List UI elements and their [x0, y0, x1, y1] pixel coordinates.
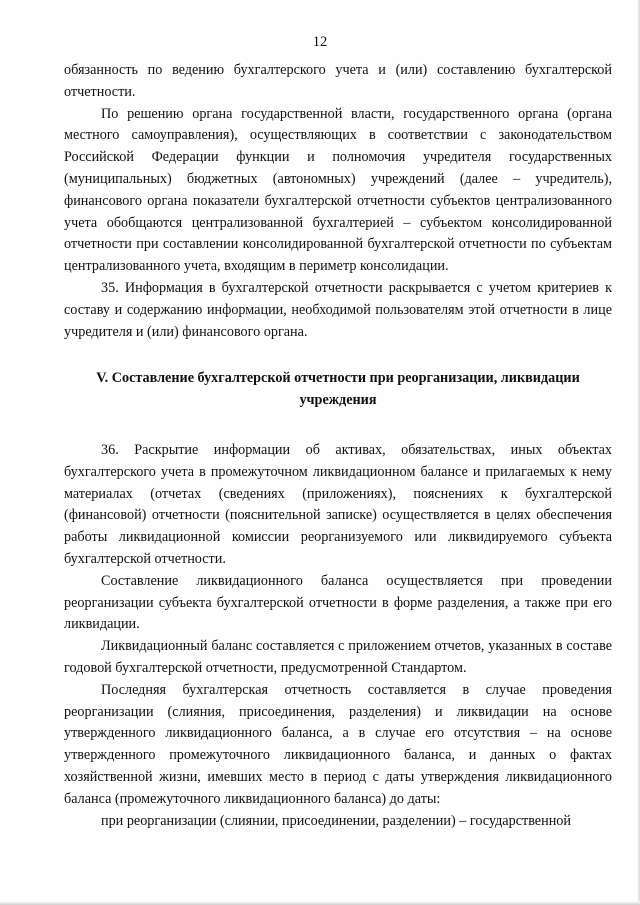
paragraph-final-reporting: Последняя бухгалтерская отчетность составляется в случае проведения реорганизации (слияния, присоединения, разделения) и ликвидации на основе утвержденного ликвидационного баланса, а в случае его отсутствия – на основе утвержденного промежуточного ликвидационного баланса, и данных о фактах хозяйственной жизни, имевших место в период с даты утверждения ликвидационного баланса (промежуточного ликвидационного баланса) до даты:	[64, 681, 612, 807]
paragraph-liquidation-attachments: Ликвидационный баланс составляется с приложением отчетов, указанных в составе годовой бухгалтерской отчетности, предусмотренной Стандартом.	[64, 638, 612, 676]
scan-edge-bottom	[0, 901, 640, 905]
section-heading: V. Составление бухгалтерской отчетности при реорганизации, ликвидации учреждения	[96, 370, 580, 409]
document-body	[64, 60, 612, 832]
paragraph-36: 36. Раскрытие информации об активах, обязательствах, иных объектах бухгалтерского учета в промежуточном ликвидационном балансе и прилагаемых к нему материалах (отчетах (сведениях (приложениях), пояснениях к бухгалтерской (финансовой) отчетности (пояснительной записке) осуществляется в целях обеспечения работы ликвидационной комиссии реорганизуемого или ликвидируемого субъекта бухгалтерской отчетности.	[64, 441, 612, 567]
page-number: 12	[312, 34, 328, 50]
paragraph-central-accounting: По решению органа государственной власти, государственного органа (органа местного самоуправления), осуществляющих в соответствии с законодательством Российской Федерации функции и полномочия учредителя государственных (муниципальных) бюджетных (автономных) учреждений (далее – учредитель), финансового органа показатели бухгалтерской отчетности субъектов централизованного учета обобщаются централизованной бухгалтерией – субъектом консолидированной отчетности при составлении консолидированной бухгалтерской отчетности по субъектам централизованного учета, входящим в периметр консолидации.	[64, 105, 612, 275]
paragraph-liquidation-balance: Составление ликвидационного баланса осуществляется при проведении реорганизации субъекта бухгалтерской отчетности в форме разделения, а также при его ликвидации.	[64, 572, 612, 633]
paragraph-reorganization: при реорганизации (слиянии, присоединении, разделении) – государственной	[101, 812, 571, 829]
paragraph-35: 35. Информация в бухгалтерской отчетности раскрывается с учетом критериев к составу и содержанию информации, необходимой пользователям этой отчетности в лице учредителя и (или) финансового органа.	[64, 279, 612, 340]
paragraph-continuation: обязанность по ведению бухгалтерского учета и (или) составлению бухгалтерской отчетности.	[64, 62, 612, 100]
